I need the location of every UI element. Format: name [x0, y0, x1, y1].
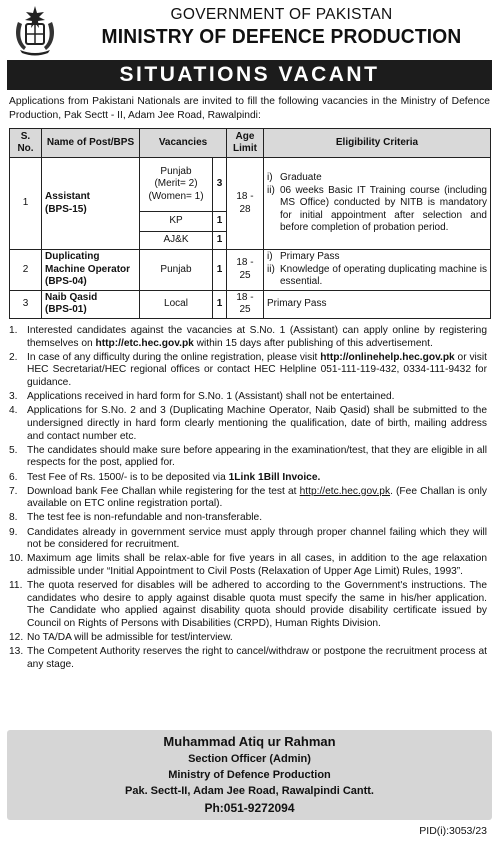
row1-age: 18 - 28 — [227, 158, 264, 250]
row2-sno: 2 — [10, 250, 42, 291]
list-item — [9, 553, 487, 578]
instructions-list — [9, 325, 487, 673]
note-text: The quota reserved for disables will be adhered to according to the Government's instructions. The candidates who desire to apply against disable quota must specify the same in his/her application. The Candidate who applied against disability quota should provide disability certificate issued by Council on Rights of Persons with Disabilities (CRPD), Human Rights Division. — [27, 580, 487, 629]
header-sno: S. No. — [10, 129, 42, 158]
criteria-text: 06 weeks Basic IT Training course (including MS Office) conducted by NITB is mandatory for initial appointment after selection and before completion of probation period. — [280, 184, 487, 234]
government-title: GOVERNMENT OF PAKISTAN — [170, 6, 393, 23]
note-text-part: within 15 days after publishing of this advertisement. — [193, 337, 433, 349]
note-number: 7. — [9, 485, 18, 497]
payment-method: 1Link 1Bill Invoice. — [228, 471, 321, 483]
row1-sno: 1 — [10, 158, 42, 250]
note-text-part: Download bank Fee Challan while registering for the test at — [27, 485, 300, 497]
row2-criteria-item — [267, 251, 487, 264]
list-item — [9, 527, 487, 552]
signatory-name: Muhammad Atiq ur Rahman — [163, 734, 336, 749]
criteria-num: i) — [267, 251, 273, 262]
row1-region-punjab — [140, 158, 213, 212]
list-item — [9, 580, 487, 630]
row1-post — [42, 158, 140, 250]
row3-bps: (BPS-01) — [45, 304, 87, 315]
criteria-num: i) — [267, 172, 273, 184]
note-text-part: Interested candidates against the vacancies at S.No. 1 (Assistant) can apply online by registering themselves on — [27, 325, 487, 349]
signatory-ministry: Ministry of Defence Production — [168, 769, 331, 781]
note-number: 12. — [9, 632, 24, 644]
header-vacancies: Vacancies — [140, 129, 227, 158]
row2-region: Punjab — [140, 250, 213, 291]
note-text-part: Test Fee of Rs. 1500/- is to be deposited via — [27, 471, 229, 483]
row1-region1-women: (Women= 1) — [148, 190, 204, 202]
row1-region1-merit: (Merit= 2) — [154, 178, 198, 190]
list-item — [9, 391, 487, 404]
header-age: Age Limit — [227, 129, 264, 158]
note-text: Maximum age limits shall be relax-able for five years in all cases, in addition to the age relaxation admissible under “Initial Appointment to Civil Posts (Relaxation of Upper Age Limit) Rules, 1993”. — [27, 553, 487, 578]
note-number: 1. — [9, 325, 18, 336]
row1-criteria-item — [267, 185, 487, 235]
note-number: 3. — [9, 391, 18, 403]
list-item — [9, 445, 487, 470]
note-number: 13. — [9, 646, 24, 658]
note-text — [27, 486, 487, 511]
pid-number: PID(i):3053/23 — [419, 825, 487, 837]
row2-age: 18 - 25 — [227, 250, 264, 291]
note-number: 9. — [9, 526, 18, 538]
criteria-text: Knowledge of operating duplicating machine is essential. — [280, 263, 487, 287]
note-number: 11. — [9, 580, 23, 592]
row2-post-name: Duplicating Machine Operator — [45, 251, 131, 275]
etc-hec-link[interactable]: http://etc.hec.gov.pk — [95, 337, 194, 349]
row1-criteria — [264, 158, 491, 250]
criteria-num: ii) — [267, 184, 275, 196]
row3-count: 1 — [213, 290, 227, 318]
list-item — [9, 512, 487, 525]
table-row — [10, 250, 491, 291]
row3-criteria: Primary Pass — [264, 290, 491, 318]
row3-post-name: Naib Qasid — [45, 291, 98, 303]
table-row — [10, 290, 491, 318]
state-emblem-icon — [12, 4, 58, 56]
row1-post-name: Assistant — [45, 191, 91, 202]
note-number: 5. — [9, 444, 18, 456]
list-item — [9, 405, 487, 443]
row3-sno: 3 — [10, 290, 42, 318]
situations-vacant-banner: SITUATIONS VACANT — [7, 60, 492, 90]
table-row — [10, 158, 491, 212]
note-text: Applications for S.No. 2 and 3 (Duplicating Machine Operator, Naib Qasid) shall be submitted to the undersigned directly in hard form clearly mentioning the qualification, date of birth, mailing address and contact number etc. — [27, 405, 487, 442]
etc-hec-link[interactable]: http://etc.hec.gov.pk — [299, 485, 391, 497]
note-number: 2. — [9, 351, 18, 363]
row2-criteria — [264, 250, 491, 291]
note-number: 4. — [9, 405, 18, 417]
signatory-phone: Ph:051-9272094 — [204, 801, 295, 815]
row1-criteria-item — [267, 172, 487, 185]
header-post: Name of Post/BPS — [42, 129, 140, 158]
row1-region-kp: KP — [140, 212, 213, 232]
note-text-part: In case of any difficulty during the online registration, please visit — [27, 351, 321, 363]
row2-bps: (BPS-04) — [45, 276, 87, 287]
note-number: 10. — [9, 553, 24, 565]
row1-region1-name: Punjab — [160, 165, 192, 177]
list-item — [9, 632, 487, 645]
note-text — [27, 325, 487, 350]
onlinehelp-hec-link[interactable]: http://onlinehelp.hec.gov.pk — [320, 351, 455, 363]
note-number: 6. — [9, 471, 18, 483]
row2-criteria-item — [267, 264, 487, 289]
note-text: Candidates already in government service must apply through proper channel failing which they will not be considered for recruitment. — [27, 526, 487, 551]
note-text-part: or visit HEC Secretariat/HEC regional offices or contact HEC Helpline 051-111-119-432, 0334-111-9432 for guidance. — [27, 351, 487, 388]
list-item — [9, 472, 487, 485]
note-text-part: . (Fee Challan is only available on ETC online registration portal). — [27, 485, 487, 510]
row1-count2: 1 — [213, 212, 227, 232]
row3-region: Local — [140, 290, 213, 318]
list-item — [9, 486, 487, 511]
note-text: The Competent Authority reserves the right to cancel/withdraw or postpone the recruitment process at any stage. — [27, 646, 487, 670]
note-number: 8. — [9, 512, 18, 524]
list-item — [9, 325, 487, 350]
list-item — [9, 352, 487, 390]
row2-post — [42, 250, 140, 291]
criteria-text: Graduate — [280, 172, 322, 184]
note-text — [27, 352, 487, 390]
list-item — [9, 646, 487, 671]
ministry-title: MINISTRY OF DEFENCE PRODUCTION — [101, 26, 462, 48]
signatory-address: Pak. Sectt-II, Adam Jee Road, Rawalpindi Cantt. — [125, 785, 374, 797]
row1-region-ajk: AJ&K — [140, 232, 213, 250]
criteria-text: Primary Pass — [280, 251, 340, 262]
note-text: The candidates should make sure before appearing in the examination/test, that they are eligible in all respects for the post, applied for. — [27, 444, 487, 469]
row3-post — [42, 290, 140, 318]
note-text: Applications received in hard form for S.No. 1 (Assistant) shall not be entertained. — [27, 391, 395, 403]
table-header-row — [10, 129, 491, 158]
signatory-designation: Section Officer (Admin) — [188, 753, 311, 765]
note-text: No TA/DA will be admissible for test/interview. — [27, 632, 233, 644]
note-text: The test fee is non-refundable and non-transferable. — [27, 512, 263, 524]
row1-bps: (BPS-15) — [45, 203, 87, 215]
row1-count3: 1 — [213, 232, 227, 250]
vacancies-table — [9, 128, 491, 319]
row2-count: 1 — [213, 250, 227, 291]
row1-count1: 3 — [213, 158, 227, 212]
intro-paragraph: Applications from Pakistani Nationals are invited to fill the following vacancies in the Ministry of Defence Production, Pak Sectt - II, Adam Jee Road, Rawalpindi: — [9, 96, 490, 121]
note-text — [27, 472, 487, 485]
criteria-num: ii) — [267, 263, 275, 275]
header-eligibility: Eligibility Criteria — [264, 129, 491, 158]
row3-age: 18 - 25 — [227, 290, 264, 318]
